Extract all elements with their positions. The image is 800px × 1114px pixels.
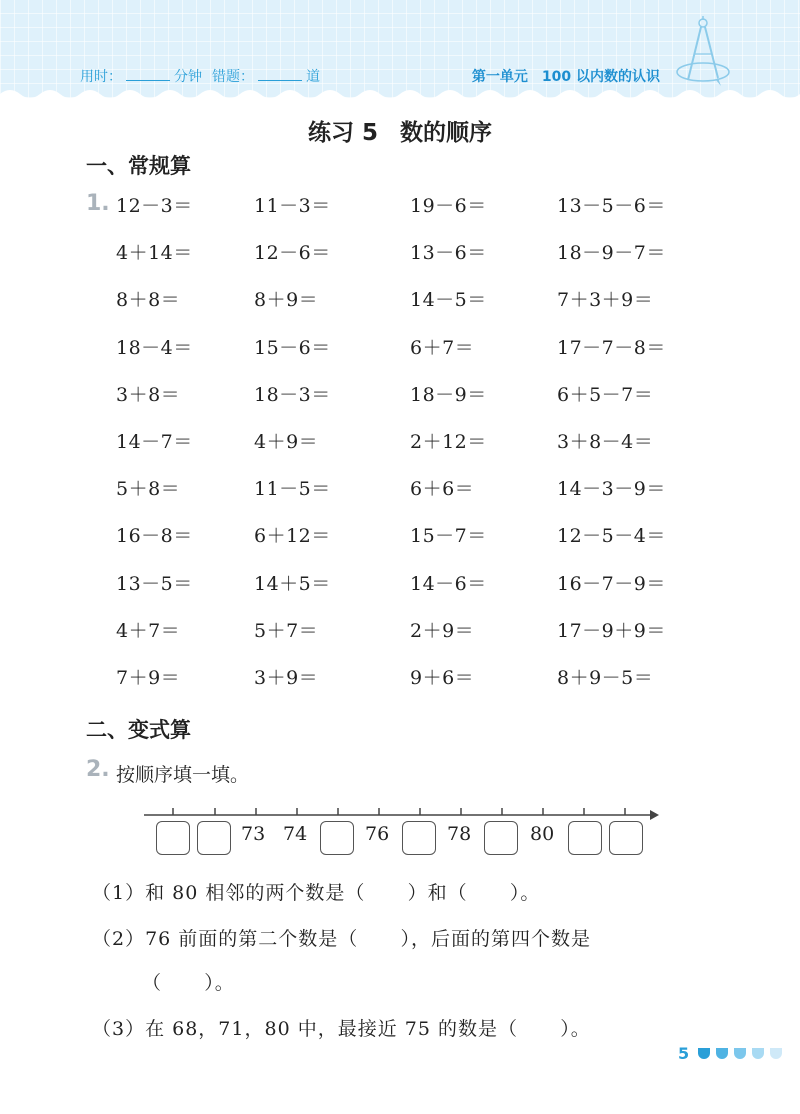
page-title — [0, 114, 800, 147]
answer-box-82[interactable] — [609, 821, 643, 855]
unit-heading — [472, 66, 660, 86]
calc-item-r11-c2: 3＋9＝ — [254, 667, 319, 689]
number-label-76: 76 — [365, 823, 390, 845]
sub-question-1: （1）和 80 相邻的两个数是（ ）和（ ）。 — [92, 882, 541, 904]
calc-item-r4-c4: 17－7－8＝ — [557, 336, 666, 359]
number-label-80: 80 — [530, 823, 555, 845]
calc-item-r10-c2: 5＋7＝ — [254, 619, 319, 642]
answer-box-81[interactable] — [568, 821, 602, 855]
exercise-number: 练习 5 — [307, 120, 378, 146]
calc-item-r7-c4: 14－3－9＝ — [557, 478, 666, 501]
calc-item-r1-c3: 19－6＝ — [410, 195, 487, 217]
number-label-73: 73 — [241, 823, 266, 845]
calc-item-r9-c2: 14＋5＝ — [254, 572, 331, 595]
calc-item-r8-c2: 6＋12＝ — [254, 525, 331, 548]
calc-item-r11-c3: 9＋6＝ — [410, 667, 475, 689]
question-number-2: 2. — [86, 757, 110, 782]
calc-item-r10-c3: 2＋9＝ — [410, 619, 475, 642]
unit-topic: 100 以内数的认识 — [541, 69, 660, 85]
calc-item-r7-c3: 6＋6＝ — [410, 478, 475, 501]
calc-item-r6-c4: 3＋8－4＝ — [557, 431, 654, 453]
number-label-78: 78 — [447, 823, 472, 845]
progress-dot-1 — [698, 1048, 710, 1059]
progress-dot-3 — [734, 1048, 746, 1059]
header-time-errors — [80, 66, 320, 86]
page-number: 5 — [678, 1044, 690, 1063]
unit-name: 第一单元 — [471, 69, 528, 85]
calc-item-r10-c4: 17－9＋9＝ — [557, 619, 666, 642]
exercise-topic: 数的顺序 — [400, 120, 492, 146]
calc-item-r1-c2: 11－3＝ — [254, 195, 331, 217]
calc-item-r3-c1: 8＋8＝ — [116, 289, 181, 312]
answer-box-79[interactable] — [484, 821, 518, 855]
calc-item-r9-c1: 13－5＝ — [116, 572, 193, 595]
answer-box-72[interactable] — [197, 821, 231, 855]
error-unit: 道 — [306, 69, 320, 85]
calc-item-r4-c3: 6＋7＝ — [410, 336, 475, 359]
answer-box-77[interactable] — [402, 821, 436, 855]
time-blank — [126, 67, 170, 81]
error-blank — [258, 67, 302, 81]
calc-item-r7-c2: 11－5＝ — [254, 478, 331, 501]
calc-item-r5-c1: 3＋8＝ — [116, 383, 181, 406]
section-heading-variant: 二、变式算 — [86, 718, 191, 742]
calc-item-r10-c1: 4＋7＝ — [116, 619, 181, 642]
sub-question-2-line-1: （2）76 前面的第二个数是（ ），后面的第四个数是 — [92, 928, 592, 950]
calc-item-r4-c2: 15－6＝ — [254, 336, 331, 359]
time-label: 用时： — [80, 69, 122, 85]
calc-item-r2-c2: 12－6＝ — [254, 242, 331, 265]
answer-box-71[interactable] — [156, 821, 190, 855]
calc-item-r1-c4: 13－5－6＝ — [557, 195, 666, 217]
calc-item-r3-c3: 14－5＝ — [410, 289, 487, 312]
calc-item-r6-c1: 14－7＝ — [116, 431, 193, 453]
calc-item-r8-c1: 16－8＝ — [116, 525, 193, 548]
calc-item-r2-c3: 13－6＝ — [410, 242, 487, 265]
calc-item-r3-c4: 7＋3＋9＝ — [557, 289, 654, 312]
calc-item-r6-c3: 2＋12＝ — [410, 431, 487, 453]
calc-item-r8-c4: 12－5－4＝ — [557, 525, 666, 548]
time-unit: 分钟 — [174, 69, 202, 85]
calc-item-r6-c2: 4＋9＝ — [254, 431, 319, 453]
number-label-74: 74 — [283, 823, 308, 845]
section-heading-routine: 一、常规算 — [86, 154, 191, 178]
calc-item-r2-c4: 18－9－7＝ — [557, 242, 666, 265]
calc-item-r1-c1: 12－3＝ — [116, 195, 193, 217]
error-label: 错题： — [212, 69, 254, 85]
calc-item-r11-c1: 7＋9＝ — [116, 667, 181, 689]
progress-dot-4 — [752, 1048, 764, 1059]
calc-item-r9-c4: 16－7－9＝ — [557, 572, 666, 595]
calc-item-r5-c2: 18－3＝ — [254, 383, 331, 406]
calc-item-r9-c3: 14－6＝ — [410, 572, 487, 595]
progress-dot-2 — [716, 1048, 728, 1059]
compass-icon — [672, 14, 734, 90]
calc-item-r5-c3: 18－9＝ — [410, 383, 487, 406]
question-2-instruction: 按顺序填一填。 — [116, 764, 250, 786]
calc-item-r4-c1: 18－4＝ — [116, 336, 193, 359]
calc-item-r7-c1: 5＋8＝ — [116, 478, 181, 501]
calc-item-r8-c3: 15－7＝ — [410, 525, 487, 548]
calc-item-r5-c4: 6＋5－7＝ — [557, 383, 654, 406]
calc-item-r2-c1: 4＋14＝ — [116, 242, 193, 265]
calc-item-r3-c2: 8＋9＝ — [254, 289, 319, 312]
progress-dot-5 — [770, 1048, 782, 1059]
calc-item-r11-c4: 8＋9－5＝ — [557, 667, 654, 689]
answer-box-75[interactable] — [320, 821, 354, 855]
question-number-1: 1. — [86, 191, 110, 216]
sub-question-2-line-2: （ ）。 — [142, 972, 235, 994]
sub-question-3: （3）在 68，71，80 中，最接近 75 的数是（ ）。 — [92, 1018, 591, 1040]
